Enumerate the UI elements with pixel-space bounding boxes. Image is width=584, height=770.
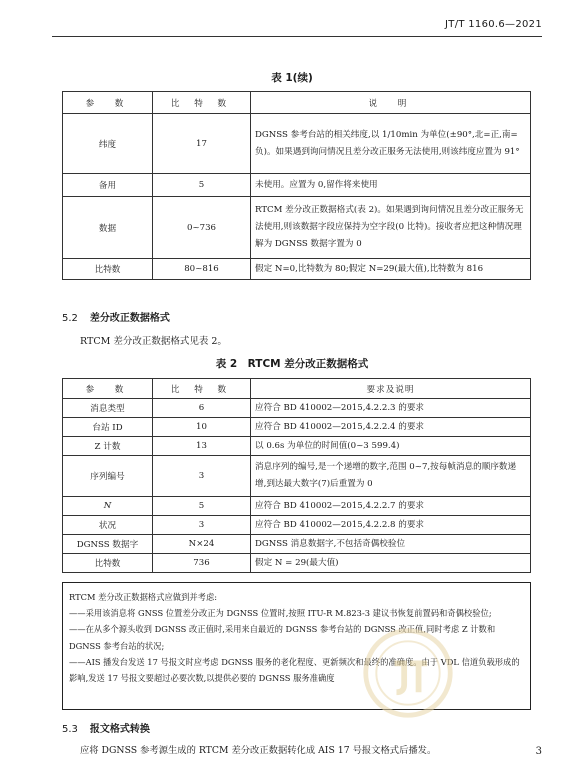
section-5-2-number: 5.2 <box>62 313 78 324</box>
table1-header-row <box>63 92 531 114</box>
table2-cell-bits: 5 <box>153 497 251 516</box>
table-row <box>63 535 531 554</box>
table-row <box>63 197 531 259</box>
table2-cell-desc: 假定 N = 29(最大值) <box>251 554 531 573</box>
table2-header-bits: 比 特 数 <box>153 379 251 399</box>
table2-cell-param: DGNSS 数据字 <box>63 535 153 554</box>
table2 <box>62 378 531 573</box>
table1-header-desc: 说 明 <box>251 92 531 114</box>
table2-cell-bits: 3 <box>153 516 251 535</box>
table2-cell-param: Z 计数 <box>63 437 153 456</box>
table-row <box>63 418 531 437</box>
table2-cell-param: 状况 <box>63 516 153 535</box>
table1-cell-param: 纬度 <box>63 114 153 174</box>
section-5-3-title: 报文格式转换 <box>89 724 150 735</box>
table2-note-item: ——采用该消息将 GNSS 位置差分改正为 DGNSS 位置时,按照 ITU-R M.823-3 建议书恢复前置码和奇偶校验位; <box>69 608 492 619</box>
table2-cell-bits: 6 <box>153 399 251 418</box>
table2-cell-param: 比特数 <box>63 554 153 573</box>
table1-cell-desc: 假定 N=0,比特数为 80;假定 N=29(最大值),比特数为 816 <box>251 259 531 280</box>
table-row <box>63 114 531 174</box>
page-number: 3 <box>535 746 542 757</box>
table2-cell-bits: 736 <box>153 554 251 573</box>
table1-cell-desc: DGNSS 参考台站的相关纬度,以 1/10min 为单位(±90°,北=正,南=负)。如果遇到询问情况且差分改正服务无法使用,则该纬度应置为 91° <box>251 114 531 174</box>
table2-cell-param: 序列编号 <box>63 456 153 497</box>
table2-caption: 表 2 RTCM 差分改正数据格式 <box>215 358 369 370</box>
table1-header-bits: 比 特 数 <box>153 92 251 114</box>
table1-cell-bits: 17 <box>153 114 251 174</box>
table2-cell-bits: 3 <box>153 456 251 497</box>
table2-cell-bits: 10 <box>153 418 251 437</box>
section-5-3-number: 5.3 <box>62 724 78 735</box>
table-row <box>63 516 531 535</box>
table2-cell-desc: 应符合 BD 410002—2015,4.2.2.8 的要求 <box>251 516 531 535</box>
table2-cell-bits: N×24 <box>153 535 251 554</box>
table2-cell-param: 消息类型 <box>63 399 153 418</box>
table2-cell-desc: 应符合 BD 410002—2015,4.2.2.4 的要求 <box>251 418 531 437</box>
table1-cell-bits: 80~816 <box>153 259 251 280</box>
table2-cell-desc: 应符合 BD 410002—2015,4.2.2.7 的要求 <box>251 497 531 516</box>
table2-cell-param: 台站 ID <box>63 418 153 437</box>
section-5-2-title: 差分改正数据格式 <box>89 313 170 324</box>
table1-cell-desc: RTCM 差分改正数据格式(表 2)。如果遇到询问情况且差分改正服务无法使用,则该数据字段应保持为空字段(0 比特)。接收者应把这种情况理解为 DGNSS 数据字置为 0 <box>251 197 531 259</box>
section-5-2-heading <box>62 309 170 324</box>
table2-note-item: ——在从多个源头收到 DGNSS 改正值时,采用来自最近的 DGNSS 参考台站的 DGNSS 改正值,同时考虑 Z 计数和 DGNSS 参考台站的状况; <box>69 624 496 651</box>
table-row <box>63 399 531 418</box>
table-row <box>63 437 531 456</box>
table1 <box>62 91 531 280</box>
table2-header-param: 参 数 <box>63 379 153 399</box>
table1-cell-param: 备用 <box>63 174 153 197</box>
table-row <box>63 497 531 516</box>
table-row <box>63 554 531 573</box>
table-row <box>63 259 531 280</box>
table1-cell-desc: 未使用。应置为 0,留作将来使用 <box>251 174 531 197</box>
document-code: JT/T 1160.6—2021 <box>445 19 542 30</box>
table2-cell-desc: DGNSS 消息数据字,不包括奇偶校验位 <box>251 535 531 554</box>
watermark-seal-icon <box>360 625 456 721</box>
table1-header-param: 参 数 <box>63 92 153 114</box>
table2-cell-param: N <box>63 497 153 516</box>
table2-notes <box>62 582 531 710</box>
table2-header-desc: 要求及说明 <box>251 379 531 399</box>
section-5-2-paragraph: RTCM 差分改正数据格式见表 2。 <box>80 336 227 347</box>
table2-cell-bits: 13 <box>153 437 251 456</box>
table-row <box>63 456 531 497</box>
table1-cell-bits: 5 <box>153 174 251 197</box>
table2-cell-desc: 应符合 BD 410002—2015,4.2.2.3 的要求 <box>251 399 531 418</box>
section-5-3-paragraph: 应将 DGNSS 参考源生成的 RTCM 差分改正数据转化成 AIS 17 号报文格式后播发。 <box>80 745 437 756</box>
table1-caption: 表 1(续) <box>271 72 313 84</box>
section-5-3-heading <box>62 720 150 735</box>
table1-cell-bits: 0~736 <box>153 197 251 259</box>
table2-cell-desc: 以 0.6s 为单位的时间值(0~3 599.4) <box>251 437 531 456</box>
table2-header-row <box>63 379 531 399</box>
table2-note-item: ——AIS 播发台发送 17 号报文时应考虑 DGNSS 服务的老化程度、更新频次和最终的准确度。由于 VDL 信道负载形成的影响,发送 17 号报文要超过必要次数,以提供必要的 DGNSS 服务准确度 <box>69 656 520 684</box>
table1-cell-param: 数据 <box>63 197 153 259</box>
table2-cell-desc: 消息序列的编号,是一个递增的数字,范围 0~7,按每帧消息的顺序数递增,到达最大数字(7)后重置为 0 <box>251 456 531 497</box>
table1-cell-param: 比特数 <box>63 259 153 280</box>
table2-note-intro: RTCM 差分改正数据格式应做到并考虑: <box>69 592 218 602</box>
header-rule <box>52 36 542 37</box>
table-row <box>63 174 531 197</box>
